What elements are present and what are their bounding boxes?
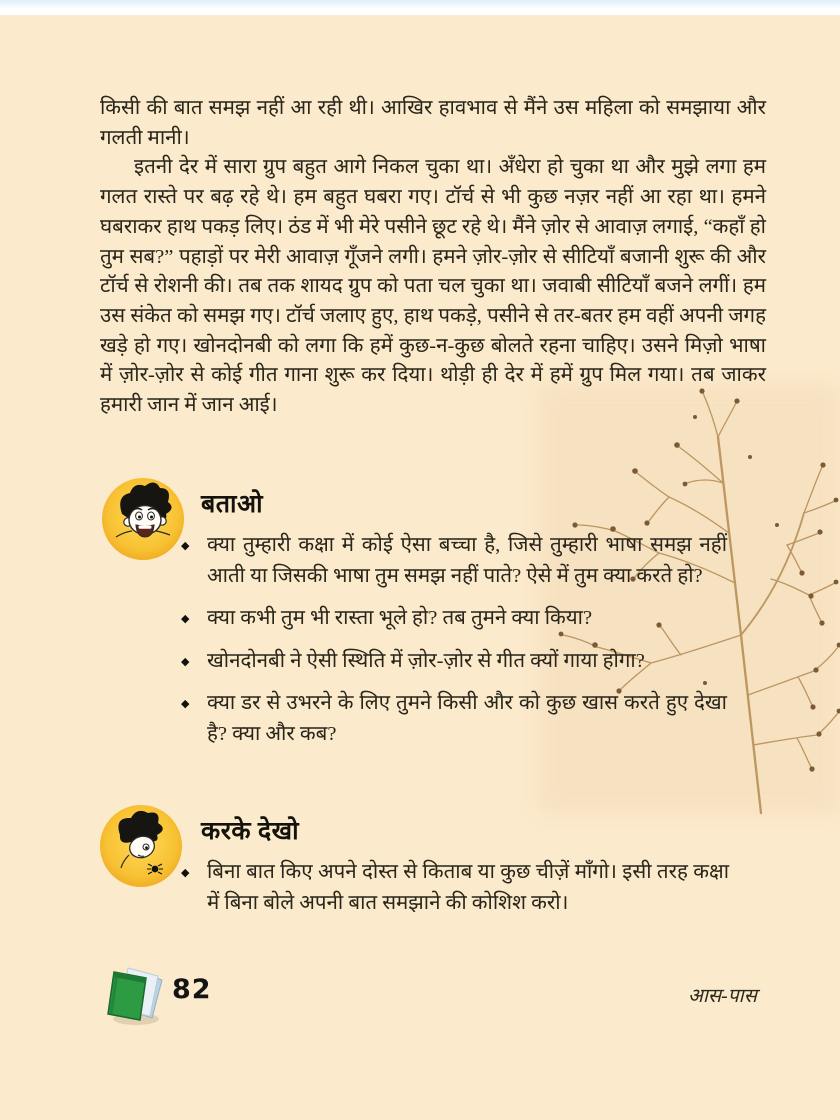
list-item	[179, 603, 727, 634]
story-paragraph: इतनी देर में सारा ग्रुप बहुत आगे निकल चुका था। अँधेरा हो चुका था और मुझे लगा हम गलत रास्ते पर बढ़ रहे थे। हम बहुत घबरा गए। टॉर्च से भी कुछ नज़र नहीं आ रहा था। हमने घबराकर हाथ पकड़ लिए। ठंड में भी मेरे पसीने छूट रहे थे। मैंने ज़ोर से आवाज़ लगाई, “कहाँ हो तुम सब?” पहाड़ों पर मेरी आवाज़ गूँजने लगी। हमने ज़ोर-ज़ोर से सीटियाँ बजानी शुरू की और टॉर्च से रोशनी की। तब तक शायद ग्रुप को पता चल चुका था। जवाबी सीटियाँ बजने लगीं। हम उस संकेत को समझ गए। टॉर्च जलाए हुए, हाथ पकड़े, पसीने से तर-बतर हम वहीं अपनी जगह खड़े हो गए। खोनदोनबी को लगा कि हमें कुछ-न-कुछ बोलते रहना चाहिए। उसने मिज़ो भाषा में ज़ोर-ज़ोर से कोई गीत गाना शुरू कर दिया। थोड़ी ही देर में हमें ग्रुप मिल गया। तब जाकर हमारी जान में जान आई।	[100, 156, 766, 417]
diamond-bullet-icon: ◆	[181, 697, 190, 711]
story-paragraph: किसी की बात समझ नहीं आ रही थी। आखिर हावभाव से मैंने उस महिला को समझाया और गलती मानी।	[100, 97, 766, 149]
story-text	[100, 94, 766, 421]
activity-text: बिना बात किए अपने दोस्त से किताब या कुछ चीज़ें माँगो। इसी तरह कक्षा में बिना बोले अपनी बात समझाने की कोशिश करो।	[207, 861, 729, 914]
diamond-bullet-icon: ◆	[181, 866, 190, 879]
question-text: खोनदोनबी ने ऐसी स्थिति में ज़ोर-ज़ोर से गीत क्यों गाया होगा?	[207, 649, 645, 672]
question-text: क्या डर से उभरने के लिए तुमने किसी और को कुछ खास करते हुए देखा है? क्या और कब?	[207, 692, 727, 745]
activity-list	[179, 857, 729, 930]
question-list	[179, 530, 727, 762]
top-strip	[0, 0, 840, 15]
list-item	[179, 857, 729, 918]
diamond-bullet-icon: ◆	[181, 539, 190, 552]
smiling-boy-icon	[100, 476, 186, 562]
question-text: क्या तुम्हारी कक्षा में कोई ऐसा बच्चा है, जिसे तुम्हारी भाषा समझ नहीं आती या जिसकी भाषा तुम समझ नहीं पाते? ऐसे में तुम क्या करते हो?	[207, 534, 727, 587]
question-text: क्या कभी तुम भी रास्ता भूले हो? तब तुमने क्या किया?	[207, 607, 593, 630]
diamond-bullet-icon: ◆	[181, 612, 190, 626]
green-notebook-icon	[106, 960, 170, 1028]
list-item	[179, 688, 727, 749]
diamond-bullet-icon: ◆	[181, 654, 190, 668]
boy-observing-bug-icon	[98, 803, 184, 889]
section-heading-batao: बताओ	[201, 491, 264, 518]
page-number: 82	[172, 974, 212, 1005]
list-item	[179, 646, 727, 677]
list-item	[179, 530, 727, 591]
book-title: आस-पास	[688, 986, 757, 1007]
section-heading-karke-dekho: करके देखो	[201, 818, 300, 845]
